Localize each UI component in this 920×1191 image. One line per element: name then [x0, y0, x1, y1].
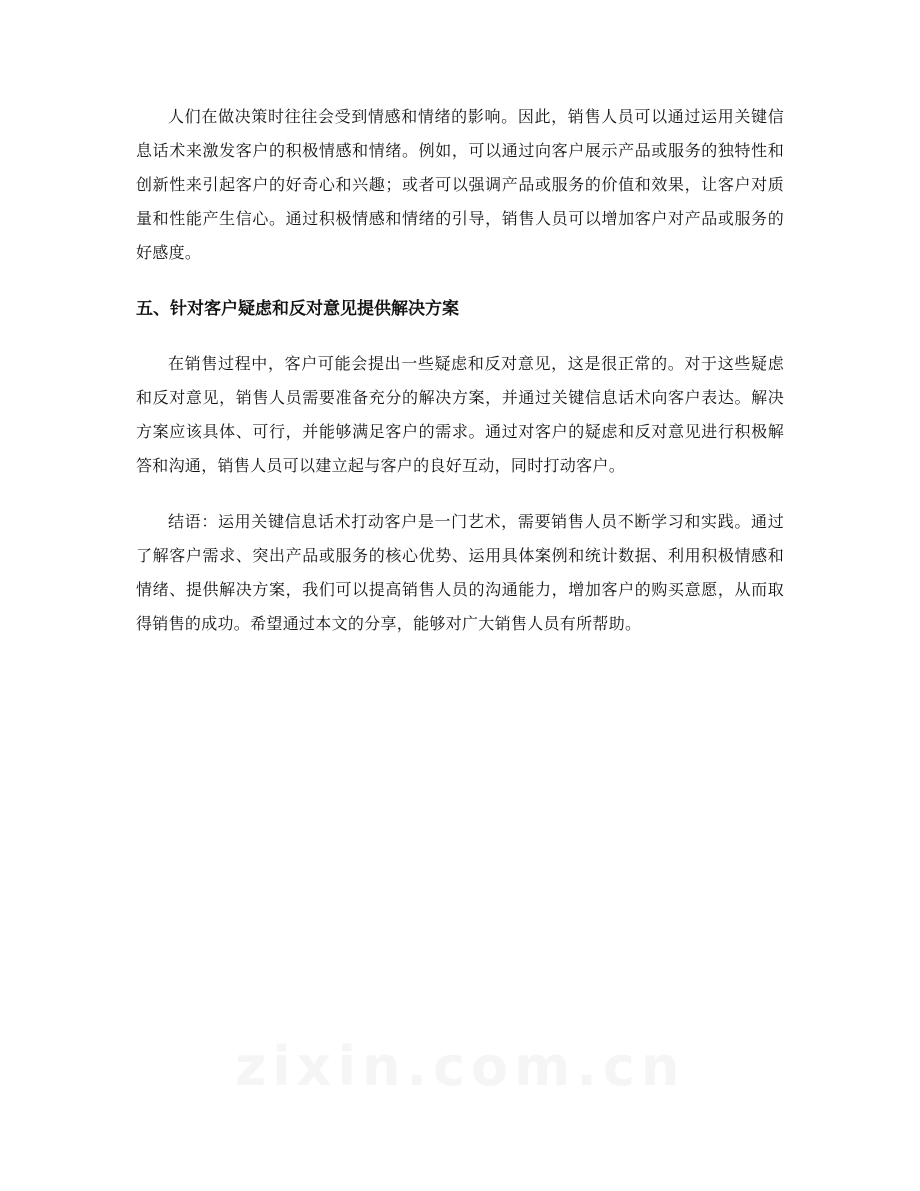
body-paragraph-conclusion: 结语：运用关键信息话术打动客户是一门艺术，需要销售人员不断学习和实践。通过了解客户需求、突出产品或服务的核心优势、运用具体案例和统计数据、利用积极情感和情绪、提供解决方案，我们可以提高销售人员的沟通能力，增加客户的购买意愿，从而取得销售的成功。希望通过本文的分享，能够对广大销售人员有所帮助。 — [136, 512, 784, 633]
section-heading-objections: 五、针对客户疑虑和反对意见提供解决方案 — [136, 299, 459, 319]
document-body — [136, 100, 784, 663]
body-paragraph-emotions: 人们在做决策时往往会受到情感和情绪的影响。因此，销售人员可以通过运用关键信息话术来激发客户的积极情感和情绪。例如，可以通过向客户展示产品或服务的独特性和创新性来引起客户的好奇心和兴趣；或者可以强调产品或服务的价值和效果，让客户对质量和性能产生信心。通过积极情感和情绪的引导，销售人员可以增加客户对产品或服务的好感度。 — [136, 107, 784, 262]
body-paragraph-objections: 在销售过程中，客户可能会提出一些疑虑和反对意见，这是很正常的。对于这些疑虑和反对意见，销售人员需要准备充分的解决方案，并通过关键信息话术向客户表达。解决方案应该具体、可行，并能够满足客户的需求。通过对客户的疑虑和反对意见进行积极解答和沟通，销售人员可以建立起与客户的良好互动，同时打动客户。 — [136, 354, 784, 475]
watermark: zixin.com.cn — [234, 1035, 686, 1098]
